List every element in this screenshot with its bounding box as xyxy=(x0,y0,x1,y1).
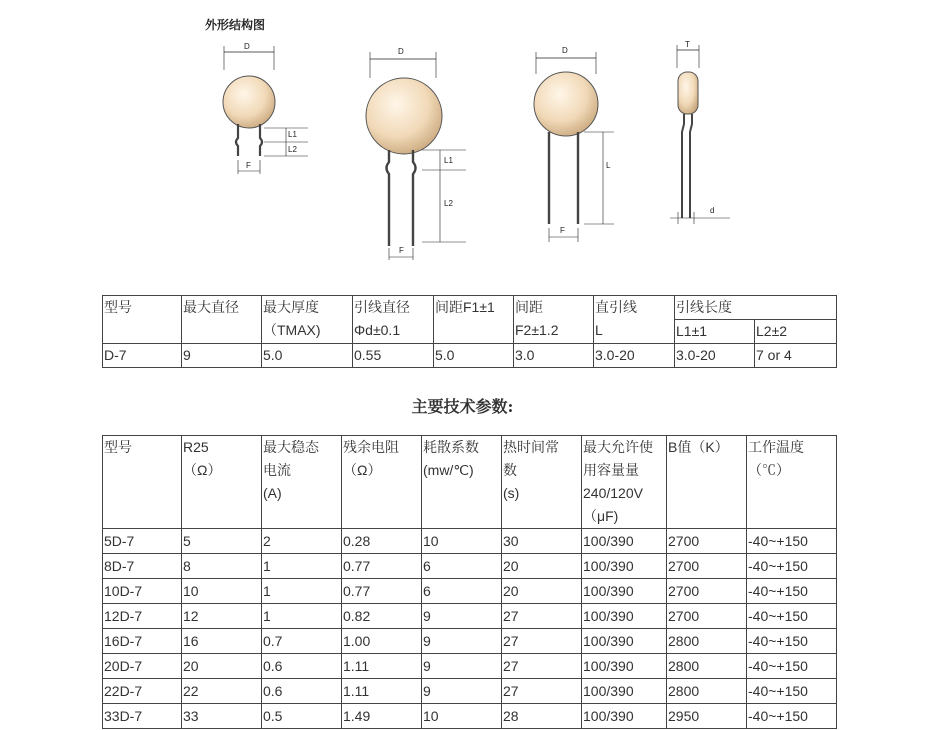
params-header-line: 耗散系数 xyxy=(423,439,479,455)
params-header-line: (A) xyxy=(263,485,282,501)
dims-header-straight-lead-line2: L xyxy=(595,322,603,338)
params-cell: 27 xyxy=(502,654,582,679)
params-cell: 1.00 xyxy=(342,629,422,654)
params-cell: 10 xyxy=(182,579,262,604)
params-cell: 9 xyxy=(422,629,502,654)
params-cell: 100/390 xyxy=(582,704,667,729)
dimensions-table xyxy=(102,295,837,368)
params-cell: -40~+150 xyxy=(747,704,837,729)
dims-header-straight-lead-line1: 直引线 xyxy=(595,299,637,315)
params-table-row xyxy=(103,554,837,579)
dims-cell: 5.0 xyxy=(434,344,514,368)
params-cell: 12 xyxy=(182,604,262,629)
params-cell: 10D-7 xyxy=(103,579,182,604)
label-l1: L1 xyxy=(288,130,297,139)
params-cell: 2800 xyxy=(667,679,747,704)
label-t: T xyxy=(685,40,690,49)
params-cell: 6 xyxy=(422,554,502,579)
drawing-side-view xyxy=(670,40,730,224)
params-cell: 0.77 xyxy=(342,579,422,604)
params-cell: 20 xyxy=(182,654,262,679)
params-cell: 2700 xyxy=(667,604,747,629)
params-header-line: 用容量量 xyxy=(583,462,639,478)
dims-cell: 5.0 xyxy=(262,344,353,368)
params-cell: 8D-7 xyxy=(103,554,182,579)
params-table-row xyxy=(103,629,837,654)
dims-cell: 3.0 xyxy=(514,344,594,368)
params-header-line: 工作温度 xyxy=(748,439,804,455)
params-cell: 100/390 xyxy=(582,529,667,554)
dims-header-max-thickness-line2: （TMAX) xyxy=(263,322,321,338)
params-header-line: 热时间常 xyxy=(503,439,559,455)
params-table-row xyxy=(103,529,837,554)
label-l: L xyxy=(606,161,611,170)
params-cell: 2950 xyxy=(667,704,747,729)
params-cell: 28 xyxy=(502,704,582,729)
dims-header-lead-diameter xyxy=(353,296,434,344)
label-dd: d xyxy=(710,206,715,215)
params-header-line: 数 xyxy=(503,462,517,478)
label-d2: D xyxy=(398,47,404,56)
params-cell: 0.5 xyxy=(262,704,342,729)
params-table-row xyxy=(103,579,837,604)
params-cell: 0.7 xyxy=(262,629,342,654)
params-cell: 5 xyxy=(182,529,262,554)
params-cell: 9 xyxy=(422,604,502,629)
params-cell: -40~+150 xyxy=(747,529,837,554)
params-cell: 0.82 xyxy=(342,604,422,629)
dims-header-lead-diameter-line1: 引线直径 xyxy=(354,299,410,315)
params-header-line: （Ω） xyxy=(343,462,382,478)
params-header-cell xyxy=(103,436,182,529)
params-cell: 33 xyxy=(182,704,262,729)
params-cell: 9 xyxy=(422,654,502,679)
params-cell: 100/390 xyxy=(582,604,667,629)
dims-header-l2: L2±2 xyxy=(755,320,837,344)
outline-diagram xyxy=(200,38,760,268)
label-l1b: L1 xyxy=(444,156,453,165)
params-table-row xyxy=(103,604,837,629)
parameters-table xyxy=(102,435,837,729)
params-cell: -40~+150 xyxy=(747,579,837,604)
params-cell: 22 xyxy=(182,679,262,704)
params-cell: 8 xyxy=(182,554,262,579)
params-header-cell xyxy=(422,436,502,529)
params-cell: -40~+150 xyxy=(747,554,837,579)
params-header-line: 型号 xyxy=(104,439,132,455)
params-cell: 10 xyxy=(422,704,502,729)
label-f2: F xyxy=(399,246,404,255)
params-header-line: 最大稳态 xyxy=(263,439,319,455)
params-header-cell xyxy=(342,436,422,529)
params-cell: 0.28 xyxy=(342,529,422,554)
params-cell: 1 xyxy=(262,604,342,629)
figure-title: 外形结构图 xyxy=(205,18,266,32)
dims-header-max-thickness xyxy=(262,296,353,344)
dims-header-pitch-f2 xyxy=(514,296,594,344)
dims-cell: 9 xyxy=(182,344,262,368)
params-cell: 27 xyxy=(502,604,582,629)
params-cell: 5D-7 xyxy=(103,529,182,554)
params-header-cell xyxy=(502,436,582,529)
params-header-line: (mw/℃) xyxy=(423,462,474,478)
params-cell: 1 xyxy=(262,579,342,604)
params-cell: 100/390 xyxy=(582,629,667,654)
params-cell: -40~+150 xyxy=(747,629,837,654)
params-cell: 2700 xyxy=(667,529,747,554)
params-cell: 100/390 xyxy=(582,554,667,579)
params-cell: 27 xyxy=(502,629,582,654)
params-header-line: 最大允许使 xyxy=(583,439,653,455)
params-header-line: 电流 xyxy=(263,462,291,478)
params-cell: 1 xyxy=(262,554,342,579)
params-header-line: 残余电阻 xyxy=(343,439,399,455)
drawing-straight xyxy=(534,46,614,242)
dims-cell: D-7 xyxy=(103,344,182,368)
label-l2: L2 xyxy=(288,145,297,154)
params-header-line: B值（K） xyxy=(668,439,729,455)
dims-header-lead-diameter-line2: Φd±0.1 xyxy=(354,322,401,338)
dims-header-pitch-f2-line1: 间距 xyxy=(515,299,543,315)
params-header-cell xyxy=(747,436,837,529)
dims-header-max-thickness-line1: 最大厚度 xyxy=(263,299,319,315)
params-cell: 22D-7 xyxy=(103,679,182,704)
dims-header-lead-length: 引线长度 xyxy=(675,296,837,320)
params-cell: 20 xyxy=(502,579,582,604)
params-cell: 2800 xyxy=(667,654,747,679)
params-cell: 16D-7 xyxy=(103,629,182,654)
params-cell: 6 xyxy=(422,579,502,604)
dims-cell: 3.0-20 xyxy=(594,344,675,368)
dims-header-pitch-f1: 间距F1±1 xyxy=(434,296,514,344)
params-cell: 100/390 xyxy=(582,654,667,679)
params-cell: 33D-7 xyxy=(103,704,182,729)
params-cell: 30 xyxy=(502,529,582,554)
params-header-cell xyxy=(582,436,667,529)
params-cell: 2 xyxy=(262,529,342,554)
params-table-row xyxy=(103,654,837,679)
params-cell: 10 xyxy=(422,529,502,554)
params-header-cell xyxy=(182,436,262,529)
params-cell: 20D-7 xyxy=(103,654,182,679)
params-cell: 2700 xyxy=(667,554,747,579)
params-cell: -40~+150 xyxy=(747,604,837,629)
label-l2b: L2 xyxy=(444,199,453,208)
params-header-line: （℃） xyxy=(748,462,790,478)
label-d1: D xyxy=(244,42,250,51)
dims-header-l1: L1±1 xyxy=(675,320,755,344)
params-header-line: R25 xyxy=(183,439,209,455)
params-cell: -40~+150 xyxy=(747,654,837,679)
params-table-row xyxy=(103,679,837,704)
params-cell: 20 xyxy=(502,554,582,579)
params-cell: 1.11 xyxy=(342,679,422,704)
params-header-cell xyxy=(667,436,747,529)
params-header-line: （Ω） xyxy=(183,462,222,478)
params-cell: 0.77 xyxy=(342,554,422,579)
params-cell: 9 xyxy=(422,679,502,704)
params-cell: 0.6 xyxy=(262,679,342,704)
dims-data-row xyxy=(103,344,837,368)
params-header-line: 240/120V xyxy=(583,485,643,501)
drawing-kinked-small xyxy=(223,42,308,174)
params-section-title xyxy=(0,394,937,417)
dims-header-row-1 xyxy=(103,296,837,320)
params-section-title-text: 主要技术参数: xyxy=(411,397,514,416)
dims-cell: 3.0-20 xyxy=(675,344,755,368)
params-header-line: （μF) xyxy=(583,508,619,524)
dims-cell: 0.55 xyxy=(353,344,434,368)
params-table-row xyxy=(103,704,837,729)
params-cell: 2700 xyxy=(667,579,747,604)
params-header-line: (s) xyxy=(503,485,520,501)
params-header-row xyxy=(103,436,837,529)
params-cell: 1.49 xyxy=(342,704,422,729)
params-cell: 1.11 xyxy=(342,654,422,679)
dims-header-model: 型号 xyxy=(103,296,182,344)
params-cell: 2800 xyxy=(667,629,747,654)
drawing-kinked-large xyxy=(366,47,466,260)
params-cell: 0.6 xyxy=(262,654,342,679)
dims-header-max-diameter: 最大直径 xyxy=(182,296,262,344)
params-cell: 100/390 xyxy=(582,579,667,604)
dims-cell: 7 or 4 xyxy=(755,344,837,368)
dims-header-straight-lead xyxy=(594,296,675,344)
params-cell: 16 xyxy=(182,629,262,654)
label-f1: F xyxy=(246,161,251,170)
label-f3: F xyxy=(560,226,565,235)
params-cell: -40~+150 xyxy=(747,679,837,704)
params-cell: 27 xyxy=(502,679,582,704)
params-cell: 100/390 xyxy=(582,679,667,704)
dims-header-pitch-f2-line2: F2±1.2 xyxy=(515,322,559,338)
params-header-cell xyxy=(262,436,342,529)
params-cell: 12D-7 xyxy=(103,604,182,629)
label-d3: D xyxy=(562,46,568,55)
